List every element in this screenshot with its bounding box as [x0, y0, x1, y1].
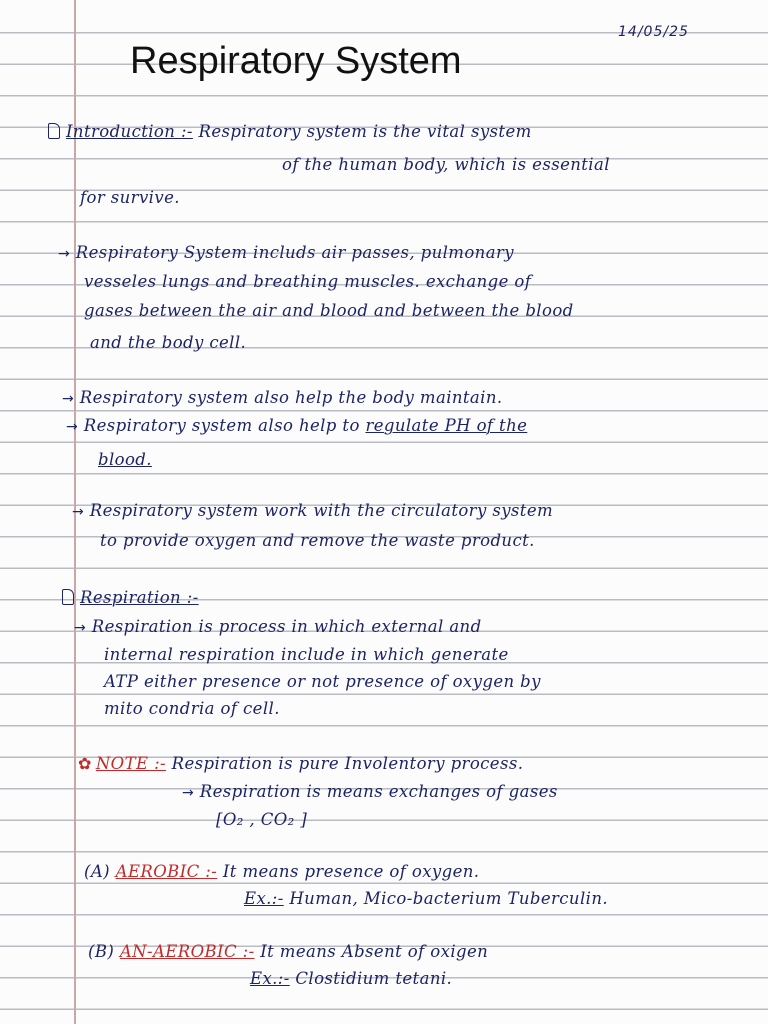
point-2-line-1: → Respiratory system also help the body maintain.: [62, 388, 503, 407]
arrow-icon: →: [66, 419, 79, 435]
page-bullet-icon: [62, 589, 74, 605]
anaerobic-definition: It means Absent of oxigen: [260, 942, 489, 961]
flower-icon: ✿: [78, 754, 92, 773]
point-3-line-2: blood.: [98, 450, 152, 469]
aerobic-label: AEROBIC :-: [115, 862, 218, 881]
note-line-2: → Respiration is means exchanges of gases: [182, 782, 558, 801]
aerobic-line: [84, 862, 479, 881]
aerobic-example: Ex.:- Human, Mico-bacterium Tuberculin.: [244, 889, 608, 908]
note-line-3: [O₂ , CO₂ ]: [216, 810, 308, 829]
intro-line-1: [48, 122, 532, 141]
arrow-icon: →: [72, 504, 85, 520]
arrow-icon: →: [62, 391, 75, 407]
point-1-line-1: → Respiratory System includs air passes, pulmonary: [58, 243, 514, 262]
point-1-line-4: and the body cell.: [90, 333, 247, 352]
aerobic-definition: It means presence of oxygen.: [222, 862, 480, 881]
date: 14/05/25: [618, 24, 689, 40]
page-bullet-icon: [48, 123, 60, 139]
arrow-icon: →: [74, 620, 87, 636]
note-label: NOTE :-: [95, 754, 167, 773]
anaerobic-line: [88, 942, 488, 961]
respiration-line-3: ATP either presence or not presence of oxygen by: [104, 672, 541, 691]
intro-line-3: for survive.: [80, 188, 180, 207]
respiration-line-2: internal respiration include in which generate: [104, 645, 509, 664]
point-1-line-2: vesseles lungs and breathing muscles. exchange of: [84, 272, 532, 291]
anaerobic-example: Ex.:- Clostidium tetani.: [250, 969, 453, 988]
point-4-line-2: to provide oxygen and remove the waste product.: [100, 531, 535, 550]
anaerobic-label: AN-AEROBIC :-: [119, 942, 255, 961]
intro-line-2: of the human body, which is essential: [282, 155, 610, 174]
point-3-line-1: → Respiratory system also help to regulate PH of the: [66, 416, 528, 435]
arrow-icon: →: [58, 246, 71, 262]
respiration-heading-line: [62, 588, 199, 607]
aerobic-marker: (A): [84, 862, 110, 881]
intro-text-1: Respiratory system is the vital system: [198, 122, 532, 141]
point-4-line-1: → Respiratory system work with the circulatory system: [72, 501, 554, 520]
point-1-line-3: gases between the air and blood and between the blood: [84, 301, 574, 320]
note-line-1: ✿ NOTE :- Respiration is pure Involentory process.: [78, 754, 524, 773]
anaerobic-marker: (B): [88, 942, 115, 961]
arrow-icon: →: [182, 785, 195, 801]
respiration-line-1: → Respiration is process in which external and: [74, 617, 482, 636]
respiration-heading: Respiration :-: [80, 588, 199, 607]
intro-heading: Introduction :-: [66, 122, 193, 141]
respiration-line-4: mito condria of cell.: [104, 699, 280, 718]
page-title: Respiratory System: [130, 40, 462, 82]
